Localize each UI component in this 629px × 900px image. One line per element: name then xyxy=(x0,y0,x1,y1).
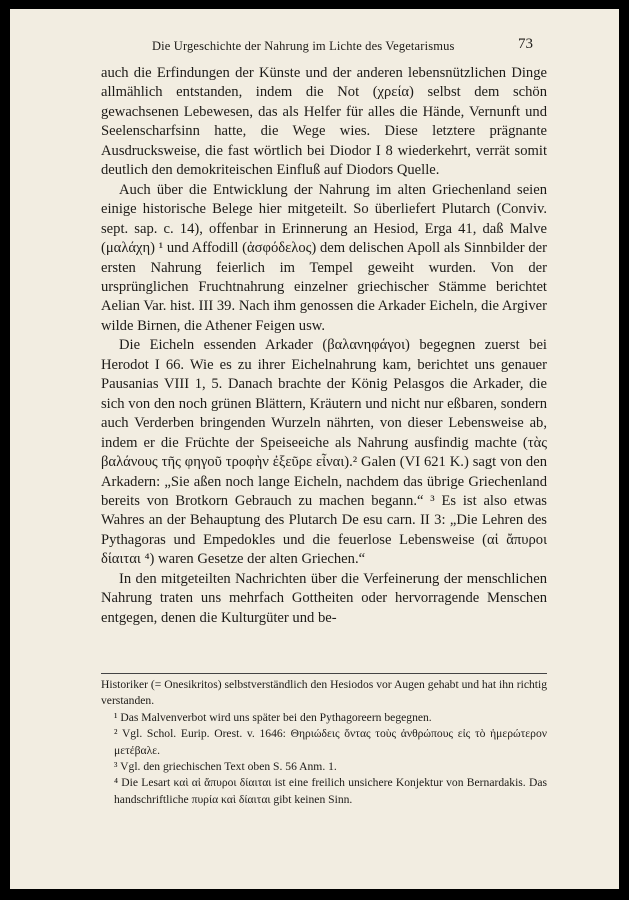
footnotes xyxy=(101,677,547,808)
footnote: ⁴ Die Lesart καὶ αἱ ἄπυροι δίαιται ist eine freilich unsichere Konjektur von Bernardakis. Das handschriftliche πυρία καὶ δίαιται gibt keinen Sinn. xyxy=(114,776,547,806)
footnote: ³ Vgl. den griechischen Text oben S. 56 Anm. 1. xyxy=(114,760,337,774)
footnote: ¹ Das Malvenverbot wird uns später bei den Pythagoreern begegnen. xyxy=(114,710,432,724)
book-page xyxy=(10,9,619,889)
paragraph: In den mitgeteilten Nachrichten über die Verfeinerung der menschlichen Nahrung traten uns mehrfach Gottheiten oder hervorragende Menschen entgegen, denen die Kulturgüter und be- xyxy=(101,570,547,626)
main-text xyxy=(101,64,547,628)
paragraph: auch die Erfindungen der Künste und der anderen lebensnützlichen Dinge allmählich entstanden, indem die Not (χρεία) selbst dem schön gewachsenen Lebewesen, das als Helfer für alles die Hände, Vernunft und Seelenscharfsinn hatte, die Wege wies. Diese letztere prägnante Ausdrucksweise, die fast wörtlich bei Diodor I 8 wiederkehrt, verrät somit deutlich den demokriteischen Einfluß auf Diodors Quelle. xyxy=(101,65,547,179)
paragraph: Auch über die Entwicklung der Nahrung im alten Griechenland seien einige historische Belege hier mitgeteilt. So überliefert Plutarch (Conviv. sept. sap. c. 14), offenbar in Erinnerung an Hesiod, Erga 41, daß Malve (μαλάχη) ¹ und Affodill (ἀσφόδελος) dem delischen Apoll als Sinnbilder der ersten Nahrung feierlich im Tempel geweiht wurden. Von der ursprünglichen Fruchtnahrung einzelner griechischer Stämme berichtet Aelian Var. hist. III 39. Nach ihm genossen die Arkader Eicheln, die Argiver wilde Birnen, die Athener Feigen usw. xyxy=(101,181,547,334)
footnote-continuation: Historiker (= Onesikritos) selbstverständlich den Hesiodos vor Augen gehabt und hat ihn richtig verstanden. xyxy=(101,678,547,708)
paragraph: Die Eicheln essenden Arkader (βαλανηφάγοι) begegnen zuerst bei Herodot I 66. Wie es zu ihrer Eichelnahrung kam, berichtet uns genauer Pausanias VIII 1, 5. Danach brachte der König Pelasgos die Arkader, die sich von den noch grünen Blättern, Kräutern und nicht nur eßbaren, sondern auch Verderben bringenden Wurzeln nährten, von dieser Lebensweise ab, indem er die Früchte der Speiseeiche als Nahrung ausfindig machte (τὰς βαλάνους τῆς φηγοῦ τροφὴν ἐξεῦρε εἶναι).² Galen (VI 621 K.) sagt von den Arkadern: „Sie aßen noch lange Eicheln, nachdem das übrige Griechenland bereits von Brotkorn Gebrauch zu machen begann.“ ³ Es ist also etwas Wahres an der Behauptung des Plutarch De esu carn. II 3: „Die Lehren des Pythagoras und Empedokles und die feuerlose Lebensweise (αἱ ἄπυροι δίαιται ⁴) waren Gesetze der alten Griechen.“ xyxy=(101,337,547,568)
running-title: Die Urgeschichte der Nahrung im Lichte des Vegetarismus xyxy=(152,39,455,53)
footnote-divider xyxy=(101,673,547,674)
footnote: ² Vgl. Schol. Eurip. Orest. v. 1646: Θηριώδεις ὄντας τοὺς ἀνθρώπους εἰς τὸ ἡμερώτερον μετέβαλε. xyxy=(114,727,547,757)
page-number: 73 xyxy=(518,36,533,52)
